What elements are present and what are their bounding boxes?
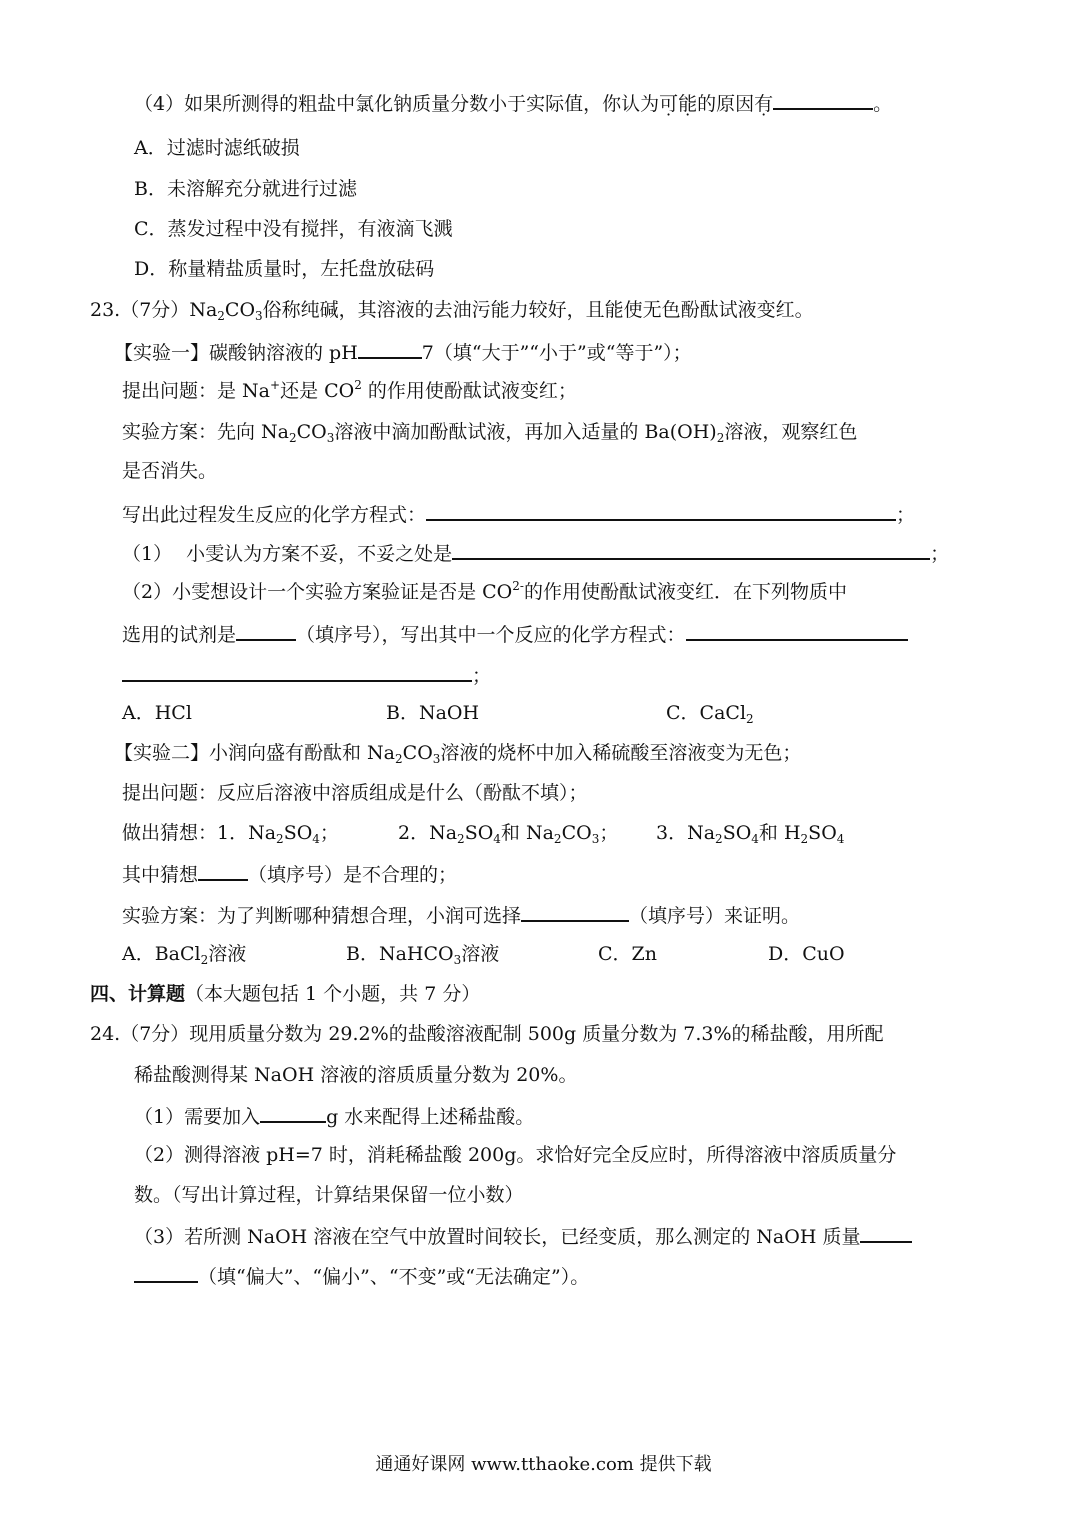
subscript: 2 [716, 431, 725, 445]
answer-blank[interactable] [773, 88, 873, 110]
text: CO [561, 822, 592, 844]
text: （4）如果所测得的粗盐中氯化钠质量分数小于实际值，你认为 [134, 93, 660, 115]
option-c: C．Zn [598, 943, 657, 965]
q24-part-3-cont [134, 1261, 589, 1289]
text: 溶液的烧杯中加入稀硫酸至溶液变为无色； [440, 742, 802, 764]
text: 写出此过程发生反应的化学方程式： [122, 504, 427, 526]
text: ； [319, 822, 339, 844]
subscript: 2 [800, 832, 809, 846]
question-line-2: 提出问题：反应后溶液中溶质组成是什么（酚酞不填）； [122, 782, 588, 804]
subscript: 2 [553, 832, 562, 846]
guess-1 [122, 819, 339, 847]
text: B．NaHCO [346, 943, 454, 965]
subscript: 2 [746, 712, 754, 726]
option-c [666, 699, 754, 727]
label: 【实验一】 [114, 342, 210, 364]
subscript: 2 [217, 309, 225, 323]
text: 溶液 [461, 943, 500, 965]
q24-part-2: （2）测得溶液 pH=7 时，消耗稀盐酸 200g。求恰好完全反应时，所得溶液中溶质质量分 [134, 1144, 897, 1166]
unreasonable-guess [122, 859, 457, 887]
option-d: D．CuO [768, 943, 845, 965]
subscript: 3 [432, 752, 441, 766]
q23-intro [90, 296, 814, 324]
experiment-1 [114, 337, 692, 365]
text: （3）若所测 NaOH 溶液在空气中放置时间较长，已经变质，那么测定的 NaOH 质量 [134, 1226, 861, 1248]
option-b: B．未溶解充分就进行过滤 [134, 178, 357, 200]
subscript: 3 [453, 953, 462, 967]
subscript: 2 [289, 431, 297, 445]
option-a: A．HCl [122, 702, 192, 724]
subscript: 3 [255, 309, 263, 323]
equation-prompt [122, 499, 915, 527]
text: 小雯认为方案不妥，不妥之处是 [186, 543, 453, 565]
text: 俗称纯碱，其溶液的去油污能力较好，且能使无色酚酞试液变红。 [262, 299, 814, 321]
answer-blank[interactable] [198, 859, 248, 881]
text: ； [896, 504, 916, 526]
emphasis-char: 可 [659, 93, 679, 115]
text: 的原因 [697, 93, 755, 115]
answer-blank[interactable] [260, 1101, 326, 1123]
guess-3 [656, 819, 844, 847]
q24-part-1 [134, 1101, 534, 1129]
option-c: C．蒸发过程中没有搅拌，有液滴飞溅 [134, 218, 453, 240]
option-d: D．称量精盐质量时，左托盘放砝码 [134, 258, 435, 280]
plan-2 [122, 900, 800, 928]
page-footer: 通通好课网 www.tthaoke.com 提供下载 [375, 1454, 712, 1475]
sub-question-1 [122, 538, 949, 566]
emphasis-char: 有 [754, 93, 774, 115]
plan-cont: 是否消失。 [122, 460, 218, 482]
answer-blank[interactable] [134, 1261, 198, 1283]
equation-line [122, 660, 491, 688]
subscript: 4 [312, 832, 320, 846]
text: CO [224, 299, 256, 321]
superscript: + [270, 378, 281, 392]
answer-blank[interactable] [452, 538, 930, 560]
option-a: A．过滤时滤纸破损 [134, 137, 300, 159]
sub-question-2 [122, 578, 847, 606]
subscript: 2 [276, 832, 284, 846]
label: 【实验二】 [114, 742, 210, 764]
text: SO [808, 822, 837, 844]
section-title: 四、计算题 [90, 983, 186, 1005]
subscript: 4 [493, 832, 501, 846]
text: ； [930, 543, 950, 565]
text: （填序号）是不合理的； [248, 864, 458, 886]
q24-line-2: 稀盐酸测得某 NaOH 溶液的溶质质量分数为 20%。 [134, 1064, 578, 1086]
q24-part-3 [134, 1221, 912, 1249]
text: 和 H [758, 822, 801, 844]
subscript: 2 [395, 752, 403, 766]
text: （填序号）来证明。 [629, 905, 801, 927]
sub-question-2-cont [122, 619, 908, 647]
subscript: 4 [751, 832, 759, 846]
text: 。 [873, 93, 893, 115]
text: 碳酸钠溶液的 pH [209, 342, 358, 364]
answer-blank[interactable] [860, 1221, 912, 1243]
text: ； [599, 822, 619, 844]
guess-2 [398, 819, 618, 847]
answer-blank[interactable] [426, 499, 896, 521]
text: 其中猜想 [122, 864, 199, 886]
subscript: 2 [200, 953, 209, 967]
text: SO [464, 822, 494, 844]
text: 2．Na [398, 822, 458, 844]
text: C．CaCl [666, 702, 747, 724]
superscript: 2 [354, 378, 362, 392]
answer-blank[interactable] [358, 337, 422, 359]
text: （1） [122, 543, 173, 565]
text: A．BaCl [122, 943, 201, 965]
text: 7（填“大于”“小于”或“等于”）； [421, 342, 692, 364]
text: CO [402, 742, 433, 764]
text: （填“偏大”、“偏小”、“不变”或“无法确定”）。 [198, 1266, 590, 1288]
text: 提出问题：是 Na [122, 380, 270, 402]
q24-line-1: 24.（7分）现用质量分数为 29.2%的盐酸溶液配制 500g 质量分数为 7.3%的稀盐酸，用所配 [90, 1023, 884, 1045]
text: （1）需要加入 [134, 1106, 261, 1128]
text: 还是 CO [280, 380, 355, 402]
text: 和 Na [500, 822, 554, 844]
option-b: B．NaOH [386, 702, 480, 724]
subscript: 3 [591, 832, 600, 846]
text: （2）小雯想设计一个实验方案验证是否是 CO [122, 581, 513, 603]
text: 3．Na [656, 822, 716, 844]
text: Na [189, 299, 218, 321]
text: 小润向盛有酚酞和 Na [209, 742, 396, 764]
text: 的作用使酚酞试液变红．在下列物质中 [523, 581, 847, 603]
subscript: 3 [326, 431, 335, 445]
text: 溶液，观察红色 [724, 421, 858, 443]
answer-blank[interactable] [686, 619, 908, 641]
text: ； [472, 665, 492, 687]
answer-blank[interactable] [122, 660, 472, 682]
text: SO [283, 822, 313, 844]
text: SO [722, 822, 752, 844]
text: 实验方案：先向 Na [122, 421, 289, 443]
experiment-2 [114, 739, 801, 767]
text: 实验方案：为了判断哪种猜想合理，小润可选择 [122, 905, 522, 927]
emphasis-char: 能 [678, 93, 698, 115]
subscript: 4 [836, 832, 845, 846]
text: 选用的试剂是 [122, 624, 237, 646]
text: 溶液 [208, 943, 247, 965]
section-heading [90, 980, 480, 1008]
superscript: 2- [512, 579, 524, 593]
option-a [122, 940, 246, 968]
question-number: 23.（7分） [90, 299, 190, 321]
q22-4-stem [134, 88, 892, 116]
text: 溶液中滴加酚酞试液，再加入适量的 Ba(OH) [334, 421, 717, 443]
text: 的作用使酚酞试液变红； [361, 380, 577, 402]
question-line [122, 377, 577, 405]
q24-part-2-cont: 数。（写出计算过程，计算结果保留一位小数） [134, 1184, 524, 1206]
text: CO [296, 421, 327, 443]
answer-blank[interactable] [236, 619, 296, 641]
answer-blank[interactable] [521, 900, 629, 922]
text: g 水来配得上述稀盐酸。 [326, 1106, 535, 1128]
subscript: 2 [457, 832, 465, 846]
text: （填序号），写出其中一个反应的化学方程式： [296, 624, 686, 646]
subscript: 2 [715, 832, 723, 846]
plan-line [122, 418, 857, 446]
text: 做出猜想：1．Na [122, 822, 277, 844]
section-note: （本大题包括 1 个小题，共 7 分） [185, 983, 481, 1005]
option-b [346, 940, 499, 968]
